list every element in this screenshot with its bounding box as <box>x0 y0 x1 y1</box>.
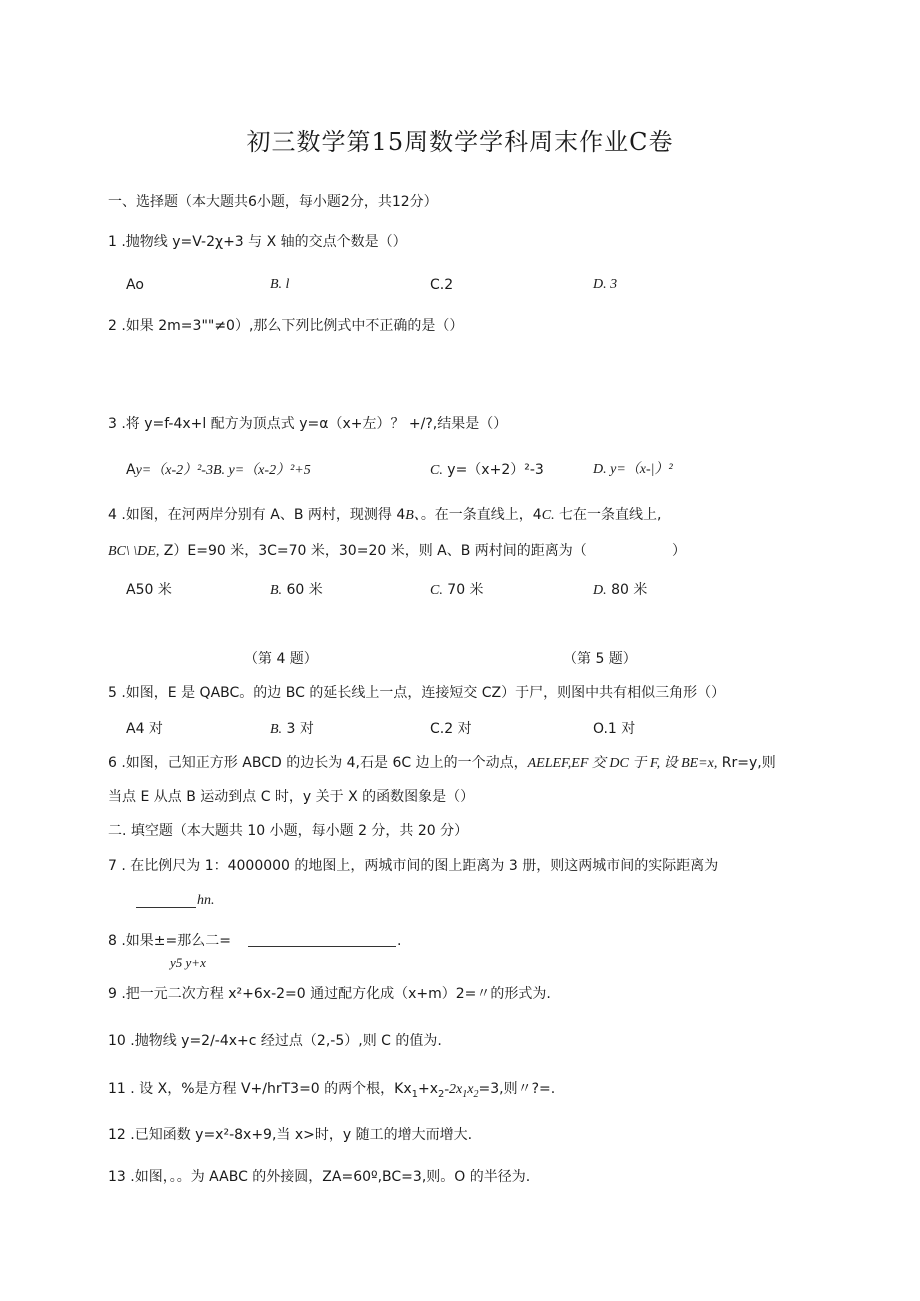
q9-stem: 9 .把一元二次方程 x²+6x-2=0 通过配方化成（x+m）2=〃的形式为. <box>108 986 551 1002</box>
q5-option-b-label: B. <box>270 722 283 737</box>
q4-option-d-label: D. <box>593 583 607 598</box>
section-2-heading: 二. 填空题（本大题共 10 小题，每小题 2 分，共 20 分） <box>108 823 469 839</box>
q4-line-1-b: B、 <box>405 508 421 523</box>
q5-option-d: O.1 对 <box>593 721 636 737</box>
q4-line-2-a: BC\ \DE, <box>108 544 160 559</box>
q3-option-a-label: A <box>126 462 136 478</box>
q4-line-1-d: C. <box>541 508 555 523</box>
q3-options-ab-text: y=（x-2）²-3B. y=（x-2）²+5 <box>135 463 311 478</box>
q4-option-b-label: B. <box>270 583 283 598</box>
q11-d: x <box>467 1082 474 1097</box>
q1-stem: 1 .抛物线 y=V-2χ+3 与 X 轴的交点个数是（） <box>108 234 407 250</box>
q5-option-a: A4 对 <box>126 721 163 737</box>
q10-stem: 10 .抛物线 y=2∕-4x+c 经过点（2,-5）,则 C 的值为. <box>108 1033 442 1049</box>
q4-line-1-e: 七在一条直线上, <box>554 507 662 523</box>
q4-line-2-b: Z）E=90 米，3C=70 米，30=20 米，则 A、B 两村间的距离为（ <box>159 543 587 559</box>
q1-option-b: B. l <box>270 277 290 292</box>
q5-stem: 5 .如图，E 是 QABC。的边 BC 的延长线上一点，连接短交 CZ）于尸，则图中共有相似三角形（） <box>108 685 726 701</box>
q7-unit: hn. <box>197 893 215 908</box>
q11-sub-4: 2 <box>473 1088 479 1100</box>
q3-stem: 3 .将 y=f-4x+l 配方为顶点式 y=α（x+左）？ +/?,结果是（） <box>108 416 508 432</box>
q7-answer-blank <box>136 907 196 908</box>
q11-e: =3,则〃?=. <box>478 1081 556 1097</box>
q4-option-b-text: 60 米 <box>282 582 323 598</box>
q3-option-c-label: C. <box>430 463 443 478</box>
q4-line-1-a: 4 .如图，在河两岸分别有 A、B 两村，现测得 4 <box>108 507 406 523</box>
q1-option-d: D. 3 <box>593 277 618 292</box>
q4-option-c-label: C. <box>430 583 443 598</box>
q11-sub-3: 1 <box>462 1088 468 1100</box>
q5-option-b-text: 3 对 <box>282 721 314 737</box>
q4-option-b <box>270 581 323 600</box>
q8-stem: 8 .如果±=那么二= <box>108 933 231 949</box>
q4-option-a: A50 米 <box>126 582 172 598</box>
q11-sub-2: 2 <box>438 1088 445 1100</box>
q5-option-b <box>270 720 314 739</box>
q3-option-c-text: y=（x+2）²-3 <box>442 462 544 478</box>
q4-line-1 <box>108 506 661 525</box>
q4-option-c <box>430 581 484 600</box>
q6-line-1 <box>108 754 776 773</box>
q8-fraction-denominators: y5 y+x <box>170 955 206 970</box>
q6-line-1-c: Rr=y,则 <box>717 755 776 771</box>
q2-stem: 2 .如果 2m=3""≠0）,那么下列比例式中不正确的是（） <box>108 318 464 334</box>
q8-answer-blank <box>248 946 396 947</box>
q4-option-c-text: 70 米 <box>442 582 484 598</box>
q6-line-1-b: AELEF,EF 交 DC 于 F, 设 BE=x, <box>527 756 718 771</box>
q12-stem: 12 .已知函数 y=x²-8x+9,当 x>时，y 随工的增大而增大. <box>108 1127 473 1143</box>
q6-line-1-a: 6 .如图，己知正方形 ABCD 的边长为 4,石是 6C 边上的一个动点， <box>108 755 528 771</box>
section-1-heading: 一、选择题（本大题共6小题，每小题2分，共12分） <box>108 194 438 210</box>
q4-line-1-c: 。在一条直线上，4 <box>420 507 542 523</box>
q3-option-c <box>430 461 544 480</box>
q7-stem: 7 . 在比例尺为 1：4000000 的地图上，两城市间的图上距离为 3 册，则这两城市间的实际距离为 <box>108 858 719 874</box>
q3-option-d: D. y=（x-|）² <box>593 462 673 477</box>
q11-stem <box>108 1080 555 1104</box>
q4-answer-close: ） <box>672 543 686 559</box>
q4-line-2 <box>108 542 587 561</box>
figure-5-caption: （第 5 题） <box>563 651 637 667</box>
q13-stem: 13 .如图，。。为 AABC 的外接圆，ZA=60º,BC=3,则。O 的半径为. <box>108 1169 531 1185</box>
q3-options-ab <box>126 461 311 480</box>
figure-4-caption: （第 4 题） <box>244 651 318 667</box>
q4-option-d <box>593 581 647 600</box>
q11-b: +x <box>418 1081 439 1097</box>
q8-end: . <box>397 933 402 949</box>
q1-option-c: C.2 <box>430 277 454 293</box>
q4-option-d-text: 80 米 <box>606 582 648 598</box>
q11-a: 11 . 设 X，%是方程 V+∕hrT3=0 的两个根，Kx <box>108 1081 412 1097</box>
page-title: 初三数学第15周数学学科周末作业C卷 <box>246 128 674 156</box>
q1-option-a: Ao <box>126 277 144 293</box>
q6-line-2: 当点 E 从点 B 运动到点 C 时，y 关于 X 的函数图象是（） <box>108 789 475 805</box>
q11-sub-1: 1 <box>411 1088 418 1100</box>
q11-c: -2x <box>444 1082 463 1097</box>
q5-option-c: C.2 对 <box>430 721 472 737</box>
